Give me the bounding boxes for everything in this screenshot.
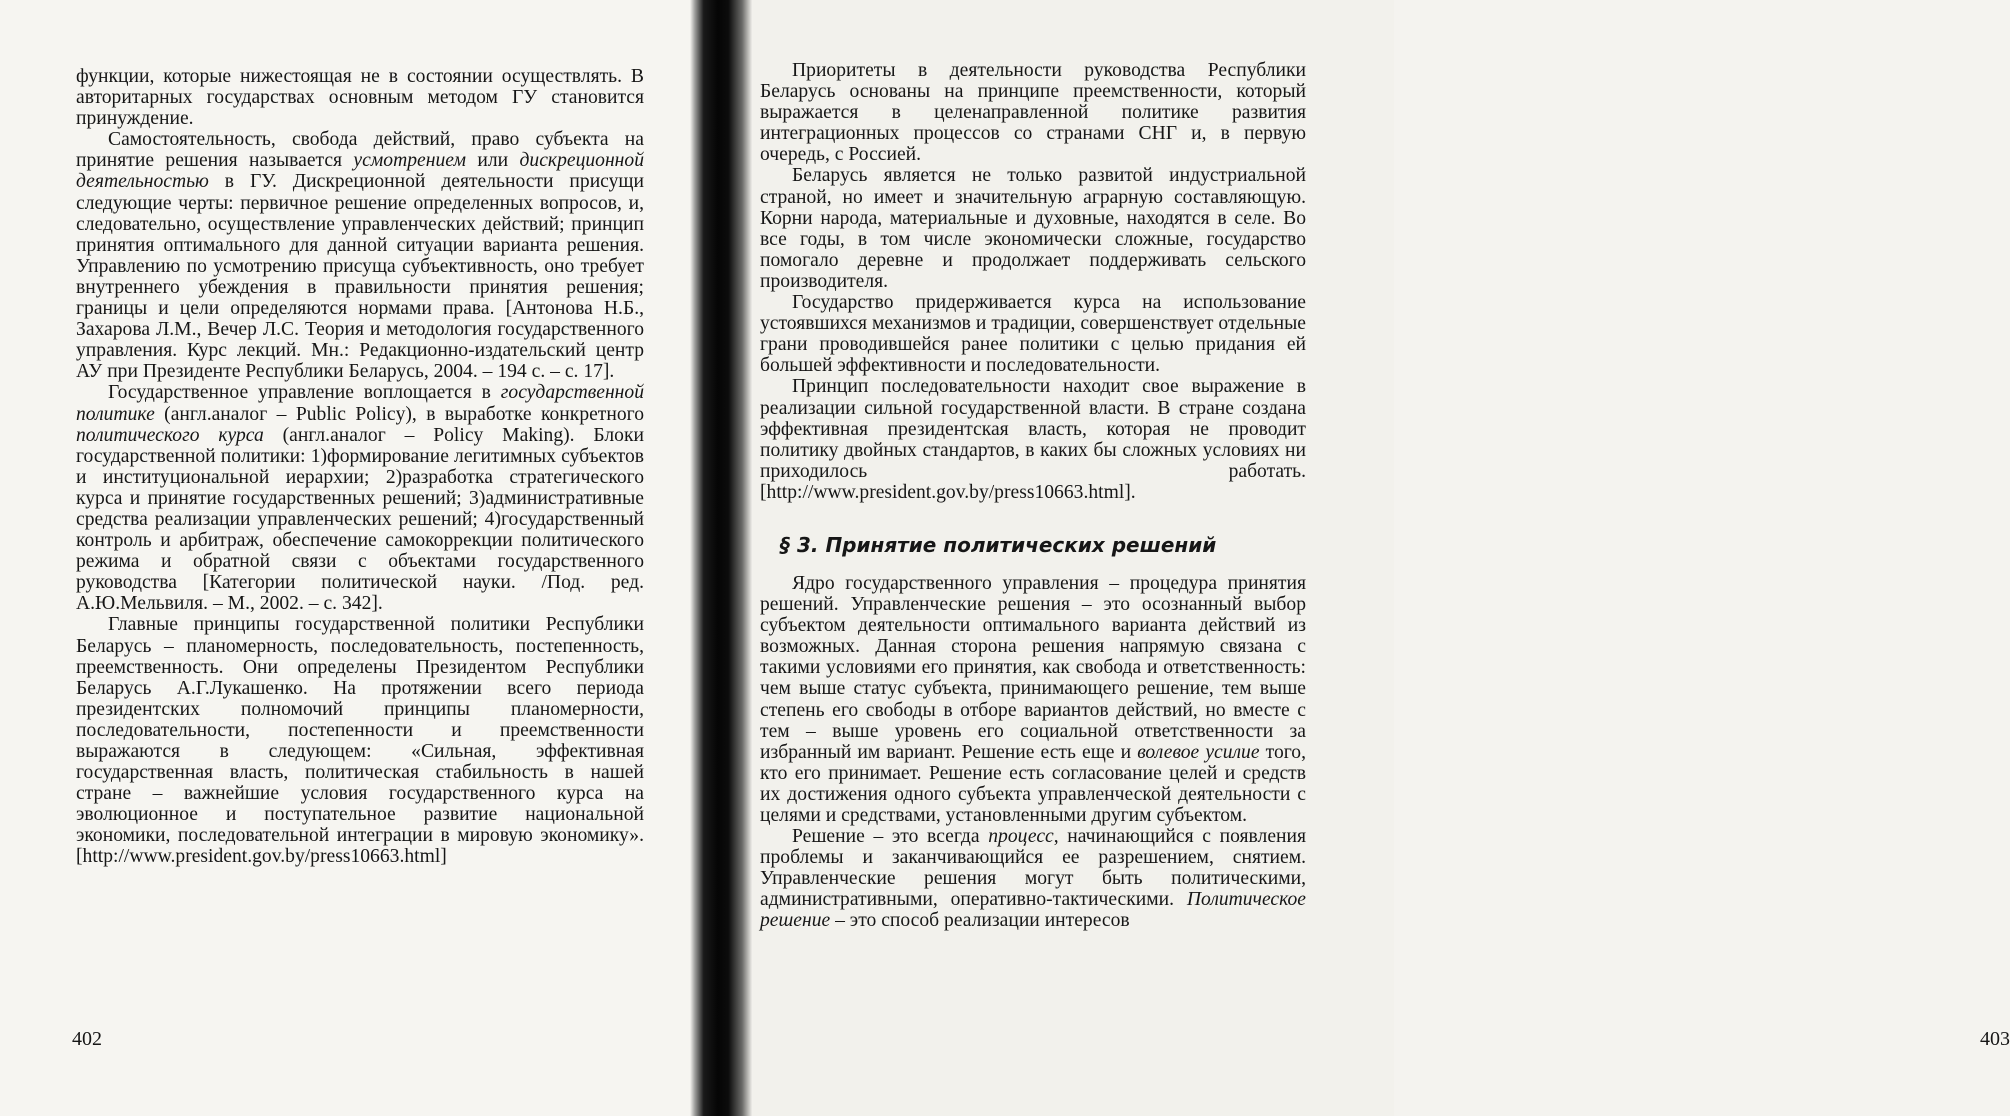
text-run: Ядро государственного управления – процедура принятия решений. Управленческие решения – это осознанный выбор субъектом деятельности оптимального варианта действий из возможных. Данная сторона решения напрямую связана с такими условиями его принятия, как свобода и ответственность: чем выше статус субъекта, принимающего решение, тем выше степень его свободы в отборе вариантов действий, но вместе с тем – выше уровень его социальной ответственности за избранный им вариант. Решение есть еще и: [760, 572, 1306, 763]
text-run: Решение – это всегда: [792, 826, 989, 848]
paragraph: [760, 60, 1306, 165]
text-run: Приоритеты в деятельности руководства Республики Беларусь основаны на принципе преемственности, который выражается в целенаправленной политике развития интеграционных процессов со странами СНГ и, в первую очередь, с Россией.: [760, 60, 1306, 166]
page-number-right: 403: [1980, 1028, 2010, 1050]
text-run: (англ.аналог – Public Policy), в выработке конкретного: [154, 403, 644, 425]
paragraph: [760, 165, 1306, 292]
section-heading: § 3. Принятие политических решений: [780, 532, 1217, 557]
paragraph: [760, 376, 1306, 503]
paragraph: [760, 292, 1306, 376]
paragraph: [76, 66, 644, 129]
binding-gutter: [690, 0, 752, 1116]
italic-term: процесс: [988, 826, 1054, 848]
italic-term: Политическое решение: [760, 889, 1306, 932]
right-page-text: [760, 60, 1306, 932]
text-run: – это способ реализации интересов: [830, 910, 1130, 932]
italic-term: дискреционной деятельностью: [76, 150, 644, 193]
paragraph: [76, 382, 644, 614]
text-run: функции, которые нижестоящая не в состоянии осуществлять. В авторитарных государствах основным методом ГУ становится принуждение.: [76, 66, 644, 130]
right-paragraphs-after: [760, 573, 1306, 932]
text-run: Беларусь является не только развитой индустриальной страной, но имеет и значительную аграрную составляющую. Корни народа, материальные и духовные, находятся в селе. Во все годы, в том числе экономически сложные, государство помогало деревне и продолжает поддерживать сельского производителя.: [760, 165, 1306, 292]
text-run: того, кто его принимает. Решение есть согласование целей и средств их достижения одного субъекта управленческой деятельности с целями и средствами, установленными другим субъектом.: [760, 741, 1306, 826]
text-run: (англ.аналог – Policy Making). Блоки государственной политики: 1)формирование легитимных субъектов и институциональной иерархии; 2)разработка стратегического курса и принятие государственных решений; 3)административные средства реализации управленческих решений; 4)государственный контроль и арбитраж, обеспечение самокоррекции политического режима и обратной связи с объектами государственного руководства [Категории политической науки. /Под. ред. А.Ю.Мельвиля. – М., 2002. – с. 342].: [76, 424, 644, 615]
text-run: Государство придерживается курса на использование устоявшихся механизмов и традиции, совершенствует отдельные грани проводившейся ранее политики с целью придания ей большей эффективности и последовательности.: [760, 292, 1306, 377]
text-run: Самостоятельность, свобода действий, право субъекта на принятие решения называется: [76, 129, 644, 172]
paragraph: [760, 573, 1306, 826]
text-run: или: [465, 150, 520, 172]
italic-term: усмотрением: [353, 150, 466, 172]
left-page: [0, 0, 700, 1116]
text-run: в ГУ. Дискреционной деятельности присущи следующие черты: первичное решение определенных вопросов, и, следовательно, осуществление управленческих действий; принцип принятия оптимального для данной ситуации варианта решения. Управлению по усмотрению присуща субъективность, оно требует внутреннего убеждения в правильности принятия решения; границы и цели определяются нормами права. [Антонова Н.Б., Захарова Л.М., Вечер Л.С. Теория и методология государственного управления. Курс лекций. Мн.: Редакционно-издательский центр АУ при Президенте Республики Беларусь, 2004. – 194 с. – с. 17].: [76, 171, 644, 383]
paragraph: [76, 129, 644, 382]
italic-term: политического курса: [76, 424, 264, 446]
paragraph: [76, 614, 644, 867]
italic-term: государственной политике: [76, 382, 644, 425]
text-run: Главные принципы государственной политики Республики Беларусь – планомерность, последовательность, постепенность, преемственность. Они определены Президентом Республики Беларусь А.Г.Лукашенко. На протяжении всего периода президентских полномочий принципы планомерности, последовательности, постепенности и преемственности выражаются в следующем: «Сильная, эффективная государственная власть, политическая стабильность в нашей стране – важнейшие условия государственного курса на эволюционное и поступательное развитие национальной экономики, последовательной интеграции в мировую экономику». [http://www.president.gov.by/press10663.html]: [76, 614, 644, 868]
paragraph: [760, 826, 1306, 931]
left-page-text: [76, 66, 644, 868]
page-number-left: 402: [72, 1028, 102, 1050]
text-run: Государственное управление воплощается в: [108, 382, 501, 404]
text-run: Принцип последовательности находит свое выражение в реализации сильной государственной власти. В стране создана эффективная президентская власть, которая не проводит политику двойных стандартов, в каких бы сложных условиях ни приходилось работать. [http://www.president.gov.by/press10663.html].: [760, 376, 1306, 503]
text-run: , начинающийся с появления проблемы и заканчивающийся ее разрешением, снятием. Управленческие решения могут быть политическими, административными, оперативно-тактическими.: [760, 826, 1306, 911]
right-paragraphs-before: [760, 60, 1306, 503]
italic-term: волевое усилие: [1137, 741, 1260, 763]
